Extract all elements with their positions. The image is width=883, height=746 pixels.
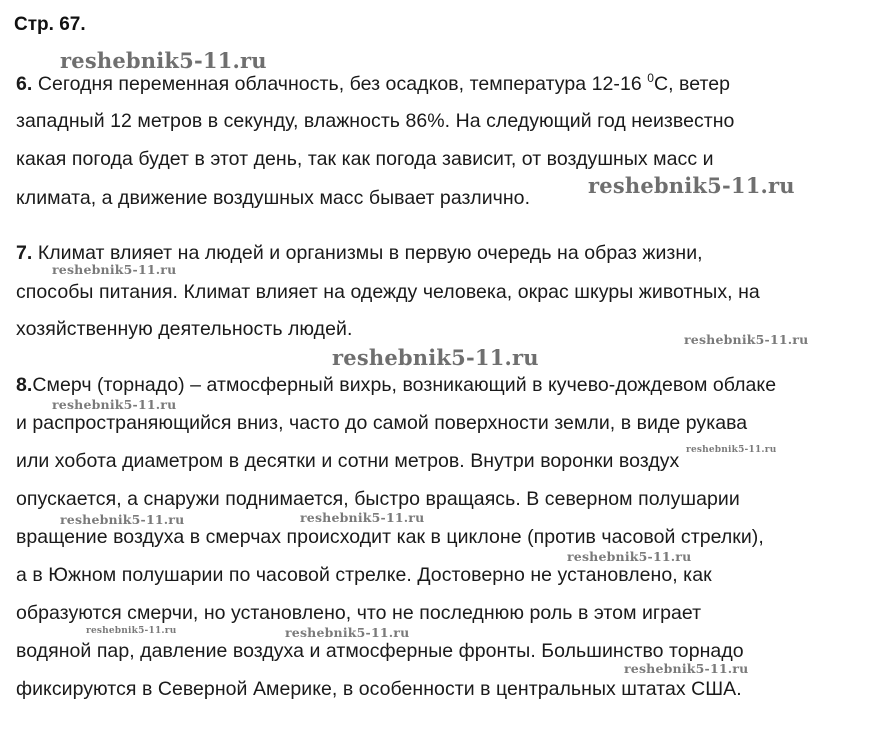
watermark: reshebnik5-11.ru — [332, 345, 539, 370]
watermark: reshebnik5-11.ru — [285, 625, 410, 640]
answer-7-line-3: хозяйственную деятельность людей. — [16, 318, 353, 340]
watermark: reshebnik5-11.ru — [588, 173, 795, 198]
answer-text: Климат влияет на людей и организмы в первую очередь на образ жизни, — [37, 242, 703, 264]
watermark: reshebnik5-11.ru — [300, 510, 425, 525]
answer-text: Сегодня переменная облачность, без осадков, температура 12-16 — [37, 73, 648, 95]
watermark: reshebnik5-11.ru — [686, 445, 777, 455]
answer-6-line-2: западный 12 метров в секунду, влажность 86%. На следующий год неизвестно — [16, 110, 735, 132]
answer-6-line-1 — [16, 71, 730, 96]
answer-8-line-6: а в Южном полушарии по часовой стрелке. Достоверно не установлено, как — [16, 564, 712, 586]
watermark: reshebnik5-11.ru — [60, 512, 185, 527]
answer-7-line-2: способы питания. Климат влияет на одежду человека, окрас шкуры животных, на — [16, 281, 760, 303]
watermark: reshebnik5-11.ru — [60, 48, 267, 73]
answer-number: 7. — [16, 242, 33, 264]
answer-8-line-9: фиксируются в Северной Америке, в особенности в центральных штатах США. — [16, 678, 742, 700]
watermark: reshebnik5-11.ru — [567, 549, 692, 564]
watermark: reshebnik5-11.ru — [684, 332, 809, 347]
answer-6-line-4: климата, а движение воздушных масс бывает различно. — [16, 187, 531, 209]
watermark: reshebnik5-11.ru — [52, 262, 177, 277]
answer-text: С, ветер — [653, 73, 731, 95]
answer-text: Смерч (торнадо) – атмосферный вихрь, возникающий в кучево-дождевом облаке — [32, 374, 777, 396]
answer-number: 8. — [16, 374, 33, 396]
answer-8-line-7: образуются смерчи, но установлено, что не последнюю роль в этом играет — [16, 602, 702, 624]
answer-8-line-8: водяной пар, давление воздуха и атмосферные фронты. Большинство торнадо — [16, 640, 744, 662]
answer-8-line-3: или хобота диаметром в десятки и сотни метров. Внутри воронки воздух — [16, 450, 680, 472]
degree-superscript: 0 — [647, 71, 654, 85]
page-title: Стр. 67. — [14, 14, 86, 35]
watermark: reshebnik5-11.ru — [52, 397, 177, 412]
answer-8-line-1 — [16, 374, 776, 397]
answer-8-line-5: вращение воздуха в смерчах происходит как в циклоне (против часовой стрелки), — [16, 526, 764, 548]
answer-8-line-2: и распространяющийся вниз, часто до самой поверхности земли, в виде рукава — [16, 412, 748, 434]
answer-6-line-3: какая погода будет в этот день, так как погода зависит, от воздушных масс и — [16, 148, 714, 170]
answer-8-line-4: опускается, а снаружи поднимается, быстро вращаясь. В северном полушарии — [16, 488, 740, 510]
answer-number: 6. — [16, 73, 33, 95]
watermark: reshebnik5-11.ru — [86, 626, 177, 636]
watermark: reshebnik5-11.ru — [624, 661, 749, 676]
